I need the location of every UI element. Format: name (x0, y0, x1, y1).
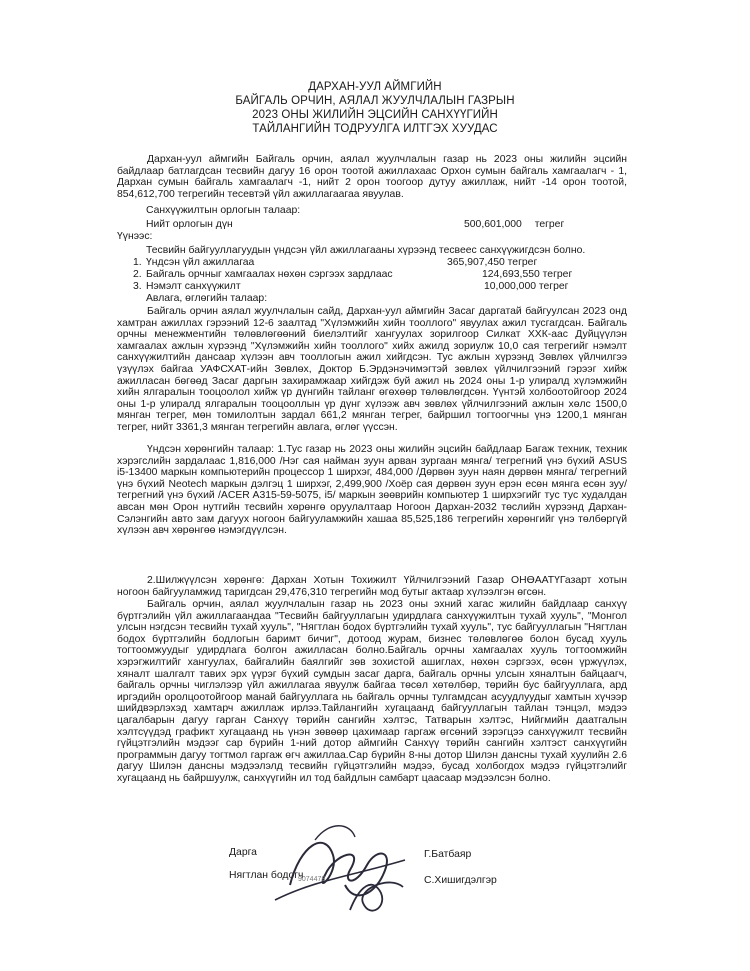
conclusion-block (117, 599, 627, 785)
signature-role-director: Дарга (229, 847, 257, 858)
item-1-value: 365,907,450 тегрег (447, 257, 538, 268)
doc-title-line-2: БАЙГАЛЬ ОРЧИН, АЯЛАЛ ЖУУЛЧЛАЛЫН ГАЗРЫН (235, 95, 515, 107)
item-3-label: Нэмэлт санхүүжилт (146, 281, 241, 292)
fixed-assets-paragraph: Үндсэн хөрөнгийн талаар: 1.Тус газар нь 2023 оны жилийн эцсийн байдлаар Багаж техник, техник хэрэгслийн зардалаас 1,816,000 /Нэг сая найман зуун арван зургаан мянга/ тегрегний үнэ бүхий ASUS i5-13400 маркын компьютерийн процессор 1 ширхэг, 484,000 /Дөрвөн зуун наян дөрвөн мянга/ тегрегний үнэ бүхий Neotech маркын дэлгэц 1 ширхэг, 2,499,900 /Хоёр сая дөрвөн зуун ерэн есөн мянга есөн зуу/ тегрегний үнэ бүхий /ACER A315-59-5075, i5/ маркын зөөврийн компьютер 1 ширхэгийг тус тус худалдан авсан мөн Орон нутгийн тесвийн хөрөнгө оруулалтаар Ногоон Дархан-2032 төслийн хүрээнд Дархан-Сэлэнгийн авто зам дагуух ногоон байгууламжийн хашаа 85,525,186 тегрегийн хөрөнгийг үнэ төлбөргүй хүлээн авч хөрөнгөө нэмэгдүүлсэн. (117, 444, 627, 537)
item-2-num: 2. (133, 269, 142, 280)
income-currency: тегрег (534, 219, 565, 230)
doc-title-line-4: ТАЙЛАНГИЙН ТОДРУУЛГА ИЛТГЭХ ХУУДАС (252, 123, 498, 135)
conclusion-paragraph: Байгаль орчин, аялал жуулчлалын газар нь 2023 оны эхний хагас жилийн байдлаар санхүү бүртгэлийн үйл ажиллагаандаа "Тесвийн байгууллагын удирдлага санхүүжилтын тухай хууль", "Монгол улсын нэгдсэн тесвийн тухай хууль", "Нягтлан бодох бүртгэлийн тухай хууль", тус байгууллагын "Нягтлан бодох бүртгэлийн бодлогын баримт бичиг", дотоод журам, бизнес төлөвлөгөө болон бусад хууль тогтоомжуудыг удирдлага болгон ажилласан болно.Байгаль орчны хамгаалах хууль тогтоомжийн хэрэгжилтийг хангуулах, байгалийн баялгийг зөв зохистой ашиглах, нөхөн сэргээх, өсөн үржүүлэх, хяналт шалгалт тавих эрх үүрэг бүхий сумдын засаг дарга, байгаль орчны улсын хяналтын байцаагч, байгаль орчны чиглэлээр үйл ажиллагаа явуулж байгаа төсөл хөтөлбөр, төрийн бус байгууллага, ард иргэдийн оролцоотойгоор манай байгууллага нь байгаль орчны тулгамдсан асуудлуудыг хамтын хүчээр шийдвэрлэхэд хамтарч ажиллаж ирлээ.Тайлангийн хугацаанд байгууллагын тайлан тэнцэл, мэдээ цагалбарын дагуу гарган Санхүү төрийн сангийн хэлтэс, Татварын хэлтэс, Нийгмийн даатгалын хэлтсүүдэд графикт хугацаанд нь үнэн зөвөөр цахимаар гаргаж өгсөний зэрэгцээ санхүүжилт тесвийн гүйцэтгэлийн мэдээг сар бүрийн 1-ний дотор аймгийн Санхүү төрийн сангийн хэлтэст санхүүгийн программын дагуу тогтмол гаргаж өгч ажиллаа.Сар бүрийн 8-ны дотор Шилэн дансны тухай хуулийн 2.6 дагуу Шилэн дансны мэдээлэлд тесвийн гүйцэтгэлийн мэдээ, бусад холбогдох мэдээ гүйцэтгэлийг хугацаанд нь байршуулж, санхүүгийн ил тод байдлын самбарт цааcаар мэдээлсэн болно. (117, 599, 627, 784)
income-of-which: Үүнээс: (117, 231, 153, 242)
intro-paragraph: Дархан-уул аймгийн Байгаль орчин, аялал жуулчлалын газар нь 2023 оны жилийн эцсийн байдлаар батлагдсан тесвийн дагуу 16 орон тоотой ажиллахаас Орхон сумын байгаль хамгаалагч - 1, Дархан сумын байгаль хамгаалагч -1, нийт 2 орон тоогоор дутуу ажиллаж, нийт -14 орон тоотой, 854,612,700 тегрегийн тесевтэй үйл ажиллагаагаа явуулав. (117, 154, 627, 200)
item-2-value: 124,693,550 тегрег (482, 269, 573, 280)
income-total-value (464, 219, 564, 231)
item-3-value: 10,000,000 тегрег (484, 281, 569, 292)
item-3-num: 3. (133, 281, 142, 292)
intro-block (117, 154, 627, 200)
transferred-assets-block (117, 575, 627, 598)
fixed-assets-block (117, 444, 627, 537)
income-total-label: Нийт орлогын дүн (146, 219, 233, 230)
item-1-num: 1. (133, 257, 142, 268)
receivables-block (117, 306, 627, 434)
income-heading: Санхүүжилтын орлогын талаар: (146, 205, 301, 216)
transferred-assets-paragraph: 2.Шилжүүлсэн хөрөнгө: Дархан Хотын Тохижилт Үйлчилгээний Газар ОНӨААТҮГазарт хотын ногоон байгууламжид таригдсан 29,476,310 тегрегийн мод бутыг актаар хүлээлгэн өгсөн. (117, 575, 627, 598)
stamp-number: 9074478 (298, 876, 326, 883)
signature-name-accountant: С.Хишигдэлгэр (424, 875, 497, 886)
receivables-paragraph: Байгаль орчин аялал жуулчлалын сайд, Дархан-уул аймгийн Засаг даргатай байгуулсан 2023 онд хамтран ажиллах гэрээний 12-6 заалтад "Хүлэмжийн хийн тооллого" явуулах ажил тусгагдсан. Байгаль орчны менежментийн төлөвлөгөөний биелэлтийг хангуулах зорилгоор Силкат ХХК-аас Дуйцүүлэн хамгаалах ажлын хүрээнд "Хүлэмжийн хийн тооллого" хийх ажилд зориулж 10,0 сая тегрегийг нэмэлт санхүүжилтийн дансаар хүлээн авч тооллогын ажил хийгдсэн. Тус ажлын хүрээнд Зөвлөх үйлчилгээ үзүүлэх байгаа УАФСХАТ-ийн Зөвлөх, Доктор Б.Эрдэнэчимэгтэй зөвлөх үйлчилгээний гэрээг хийж ажилласан бөгөөд Засаг даргын захирамжаар хийгдэж буй ажил нь 2024 оны 1-р улиралд хүлэмжийн хийн ялгаралын тооцоолол хийж үр дүнгийн тайланг өгөхөөр төлөвлөгдсөн. Үүнтэй холбоотойгоор 2024 оны 1-р улиралд ялгаралын тооцооллын үр дүнг хүлээж авч зөвлөх үйлчилгээний ажлын хөлс 1500,0 мянган тегрег, мөн томилолтын зардал 661,2 мянган тегрег, байршил тогтоогчны үнэ 1200,1 мянган тегрег, нийт 3361,3 мянган тегрегийн авлага, өглөг үүссэн. (117, 306, 627, 433)
handwritten-signature-icon (255, 815, 425, 925)
signature-role-accountant: Нягтлан бодогч (229, 870, 304, 881)
doc-title-line-1: ДАРХАН-УУЛ АЙМГИЙН (308, 81, 442, 93)
item-2-label: Байгаль орчныг хамгаалах нөхөн сэргээх зардлаас (146, 269, 393, 280)
item-1-label: Үндсэн үйл ажиллагаа (146, 257, 255, 268)
signature-name-director: Г.Батбаяр (424, 849, 472, 860)
doc-title-line-3: 2023 ОНЫ ЖИЛИЙН ЭЦСИЙН САНХҮҮГИЙН (252, 109, 498, 121)
income-total-amount: 500,601,000 (464, 219, 522, 230)
receivables-heading: Авлага, өглөгийн талаар: (146, 293, 268, 304)
budget-note: Тесвийн байгууллагуудын үндсэн үйл ажиллагааны хүрээнд тесвеес санхүүжигдсэн болно. (146, 245, 586, 256)
